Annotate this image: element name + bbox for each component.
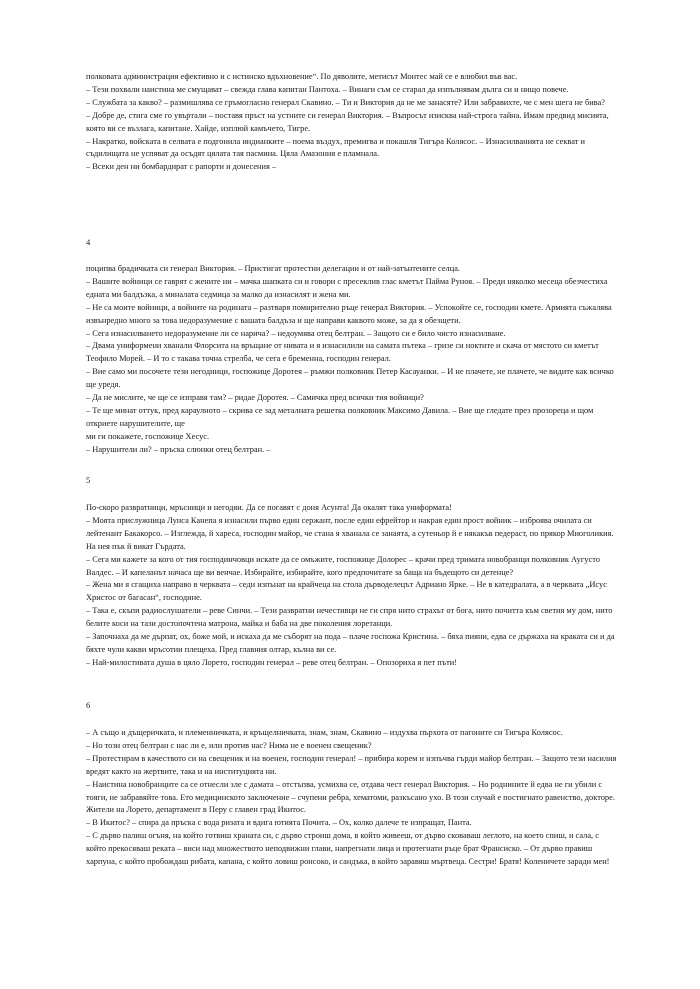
page-number: 4 [86,237,91,247]
paragraph: – Службата за какво? – размишлява се гръмогласно генерал Скавино. – Ти и Виктория да не ме занасяте? Или забравихте, че с мен шега не бива? [86,97,605,107]
paragraph: поципва брадичката си генерал Виктория. – Пристигат протестни делегации и от най-затънтените селца. [86,264,461,273]
paragraph: – Накратко, войската в селвата е подгонила индианките – поема въздух, премигва и покашля Тигъра Колясос. – Изнасилванията не секват и съдилищата не успяват да осъдят цялата тая пасмина. Цяла Амазония е пламнала. [86,136,585,159]
paragraph: – Най-милостивата душа в цяло Лорето, господин генерал – реве отец белтран. – Опозориха я пет пъти! [86,657,458,667]
text-block-1 [86,71,621,174]
paragraph: – Нарушители ли? – пръска слюнки отец белтран. – [86,444,271,454]
paragraph: – Сега изнасилването недоразумение ли се нарича? – недоумява отец белтран. – Защото си е било чисто изнасилване. [86,328,506,338]
paragraph: – Моята прислужница Лунса Канепа я изнасили първо един сержант, после един ефрейтор и накрая един прост войник – изброява очилата си лейтенант Бакакорсо. – Изглежда, й хареса, господин майор, че стана я хванала се занаята, а сутеньор й е някакъв педераст, по прякор Миоголикия. На нея пък й викат Гърдата. [86,515,614,551]
paragraph: – Жена ми я сгащиха направо в черквата – седи изпънат на крайчеца на стола дърводелецът Адриано Ярке. – Не в катедралата, а в черквата „Исус Христос от багасан“, господине. [86,580,607,603]
paragraph: – Наистина новобранците са се отнесли зле с дамата – отстъпва, усмихва се, отдава чест генерал Виктория. – Но роднините й едва не ги убили с тояги, не забравяйте това. Ето медицинското заключение – счупени ребра, хематоми, разкъсано ухо. В този случай е постигнато равенство, докторе. [86,779,615,802]
paragraph: – Започнаха да ме дърпат, ох, боже мой, и искаха да ме съборят на пода – плаче госпожа Кристина. – бяха пияни, едва се държаха на краката си и да бяхте чули какви мръсотии плещеха. Пред главния олтар, кълна ви се. [86,632,615,654]
paragraph: – Те ще минат оттук, пред караулното – скрива се зад металната решетка полковник Максимо Давила. – Вие ще гледате през прозореца и щом откриете нарушителите, ще [86,405,594,428]
text-block-3 [86,502,621,670]
paragraph: – Така е, скъпи радиослушатели – реве Синчи. – Тези развратни нечестивци не ги спря нито страхът от бога, нито почитта към светия му дом, нито белите коси на тази достопочтена матрона, майка и баба на две поколения лоретанци. [86,606,613,629]
paragraph: ми ги покажете, госпожице Хесус. [86,431,210,441]
paragraph: – Но този отец белтран с нас ли е, или против нас? Нима не е военен свещеник? [86,740,372,750]
paragraph: – Двама униформени хванали Флорсита на връщане от нивата и я изнасилили на самата пътека – гризе си ноктите и скача от мястото си кметът Теофило Морей. – И то с такава точна стрелба, че сега е бременна, господин генерал. [86,341,599,364]
paragraph: – Вашите войници се гаврят с жените ни – мачка шапката си и говори с пресеклив глас кметът Пайма Руноя. – Преди няколко месеца обезчестиха едната ми балдъзка, а миналата седмица за малко да изнасилят и жена ми. [86,276,608,299]
paragraph: – Сега ми кажете за кого от тия господинчовци искате да се омъжите, госпожице Долорес – крачи пред тримата новобранци полковник Аугусто Валдес. – И капеланът начаса ще ви венчае. Избирайте, избирайте, кого предпочитате за баща на бъдещото си детенце? [86,554,600,577]
paragraph: полковата администрация ефективно и с истинско вдъхновение“. По дяволите, метисът Монтес май се е влюбил във вас. [86,72,518,81]
paragraph: – Всеки ден ни бомбардират с рапорти и донесения – [86,162,277,172]
page-number: 6 [86,700,91,710]
paragraph: – А също и дъщеричката, и племенничката, и кръщелничката, знам, знам, Скавино – издухва пърхота от пагоните си Тигъра Колясос. [86,728,563,737]
text-block-4 [86,727,621,869]
paragraph: – Не са моите войници, а войните на родината – разтваря помирително ръце генерал Виктория. – Успокойте се, господин кмете. Армията съжалява извънредно много за това недоразумение с вашата балдъза и ще направи каквото може, за да я обезщети. [86,302,612,325]
paragraph: – Добре де, стига сме го увъртали – поставя пръст на устните си генерал Виктория. – Въпросът изисква най-строга тайна. Имам предвид мисията, която ви се възлага, капитане. Хайде, изплюй камъчето, Тигре. [86,110,609,133]
paragraph: – Да не мислите, че ще се изправя там? – ридае Доротея. – Самичка пред всички тия войници? [86,393,424,403]
paragraph: – С дърво палиш огъня, на който готвиш храната си, с дърво строиш дома, в който живееш, от дърво сковаваш леглото, на което спиш, и сала, с който прекосяваш реката – виси над множеството неподвижни глави, напрегнати лица и протегнати ръце брат Франсиско. – От дърво правиш харпуна, с който пробождаш рибата, капана, с който ловиш ронсоко, и сандъка, в който заравяш мъртвеца. Сестри! Братя! Коленичете заради мен! [86,831,610,867]
paragraph: Жители на Лорето, департамент в Перу с главен град Икитос. [86,805,307,815]
paragraph: – Тези похвали наистина ме смущават – свежда глава капитан Пантоха. – Винаги съм се старал да изпълнявам дълга си и нищо повече. [86,84,569,94]
page-number: 5 [86,475,91,485]
paragraph: По-скоро развратници, мръсници и негодяи. Да се погавят с доня Асунта! Да окалят така униформата! [86,503,452,512]
paragraph: – Вие само ми посочете тези негодници, госпожице Доротея – ръмжи полковник Петер Касауанки. – И не плачете, не плачете, че видите как всичко ще уредя. [86,367,614,390]
text-block-2 [86,263,621,457]
paragraph: – Протестирам в качеството си на свещеник и на военен, господин генерал! – прибира корем и изпъчва гърди майор белтран. – Защото тези насилия вредят както на жертвите, така и на институцията ни. [86,753,617,776]
paragraph: – В Икитос? – спира да пръска с вода ризата и вдига ютията Почита. – Ох, колко далече те изпращат, Панта. [86,818,472,828]
